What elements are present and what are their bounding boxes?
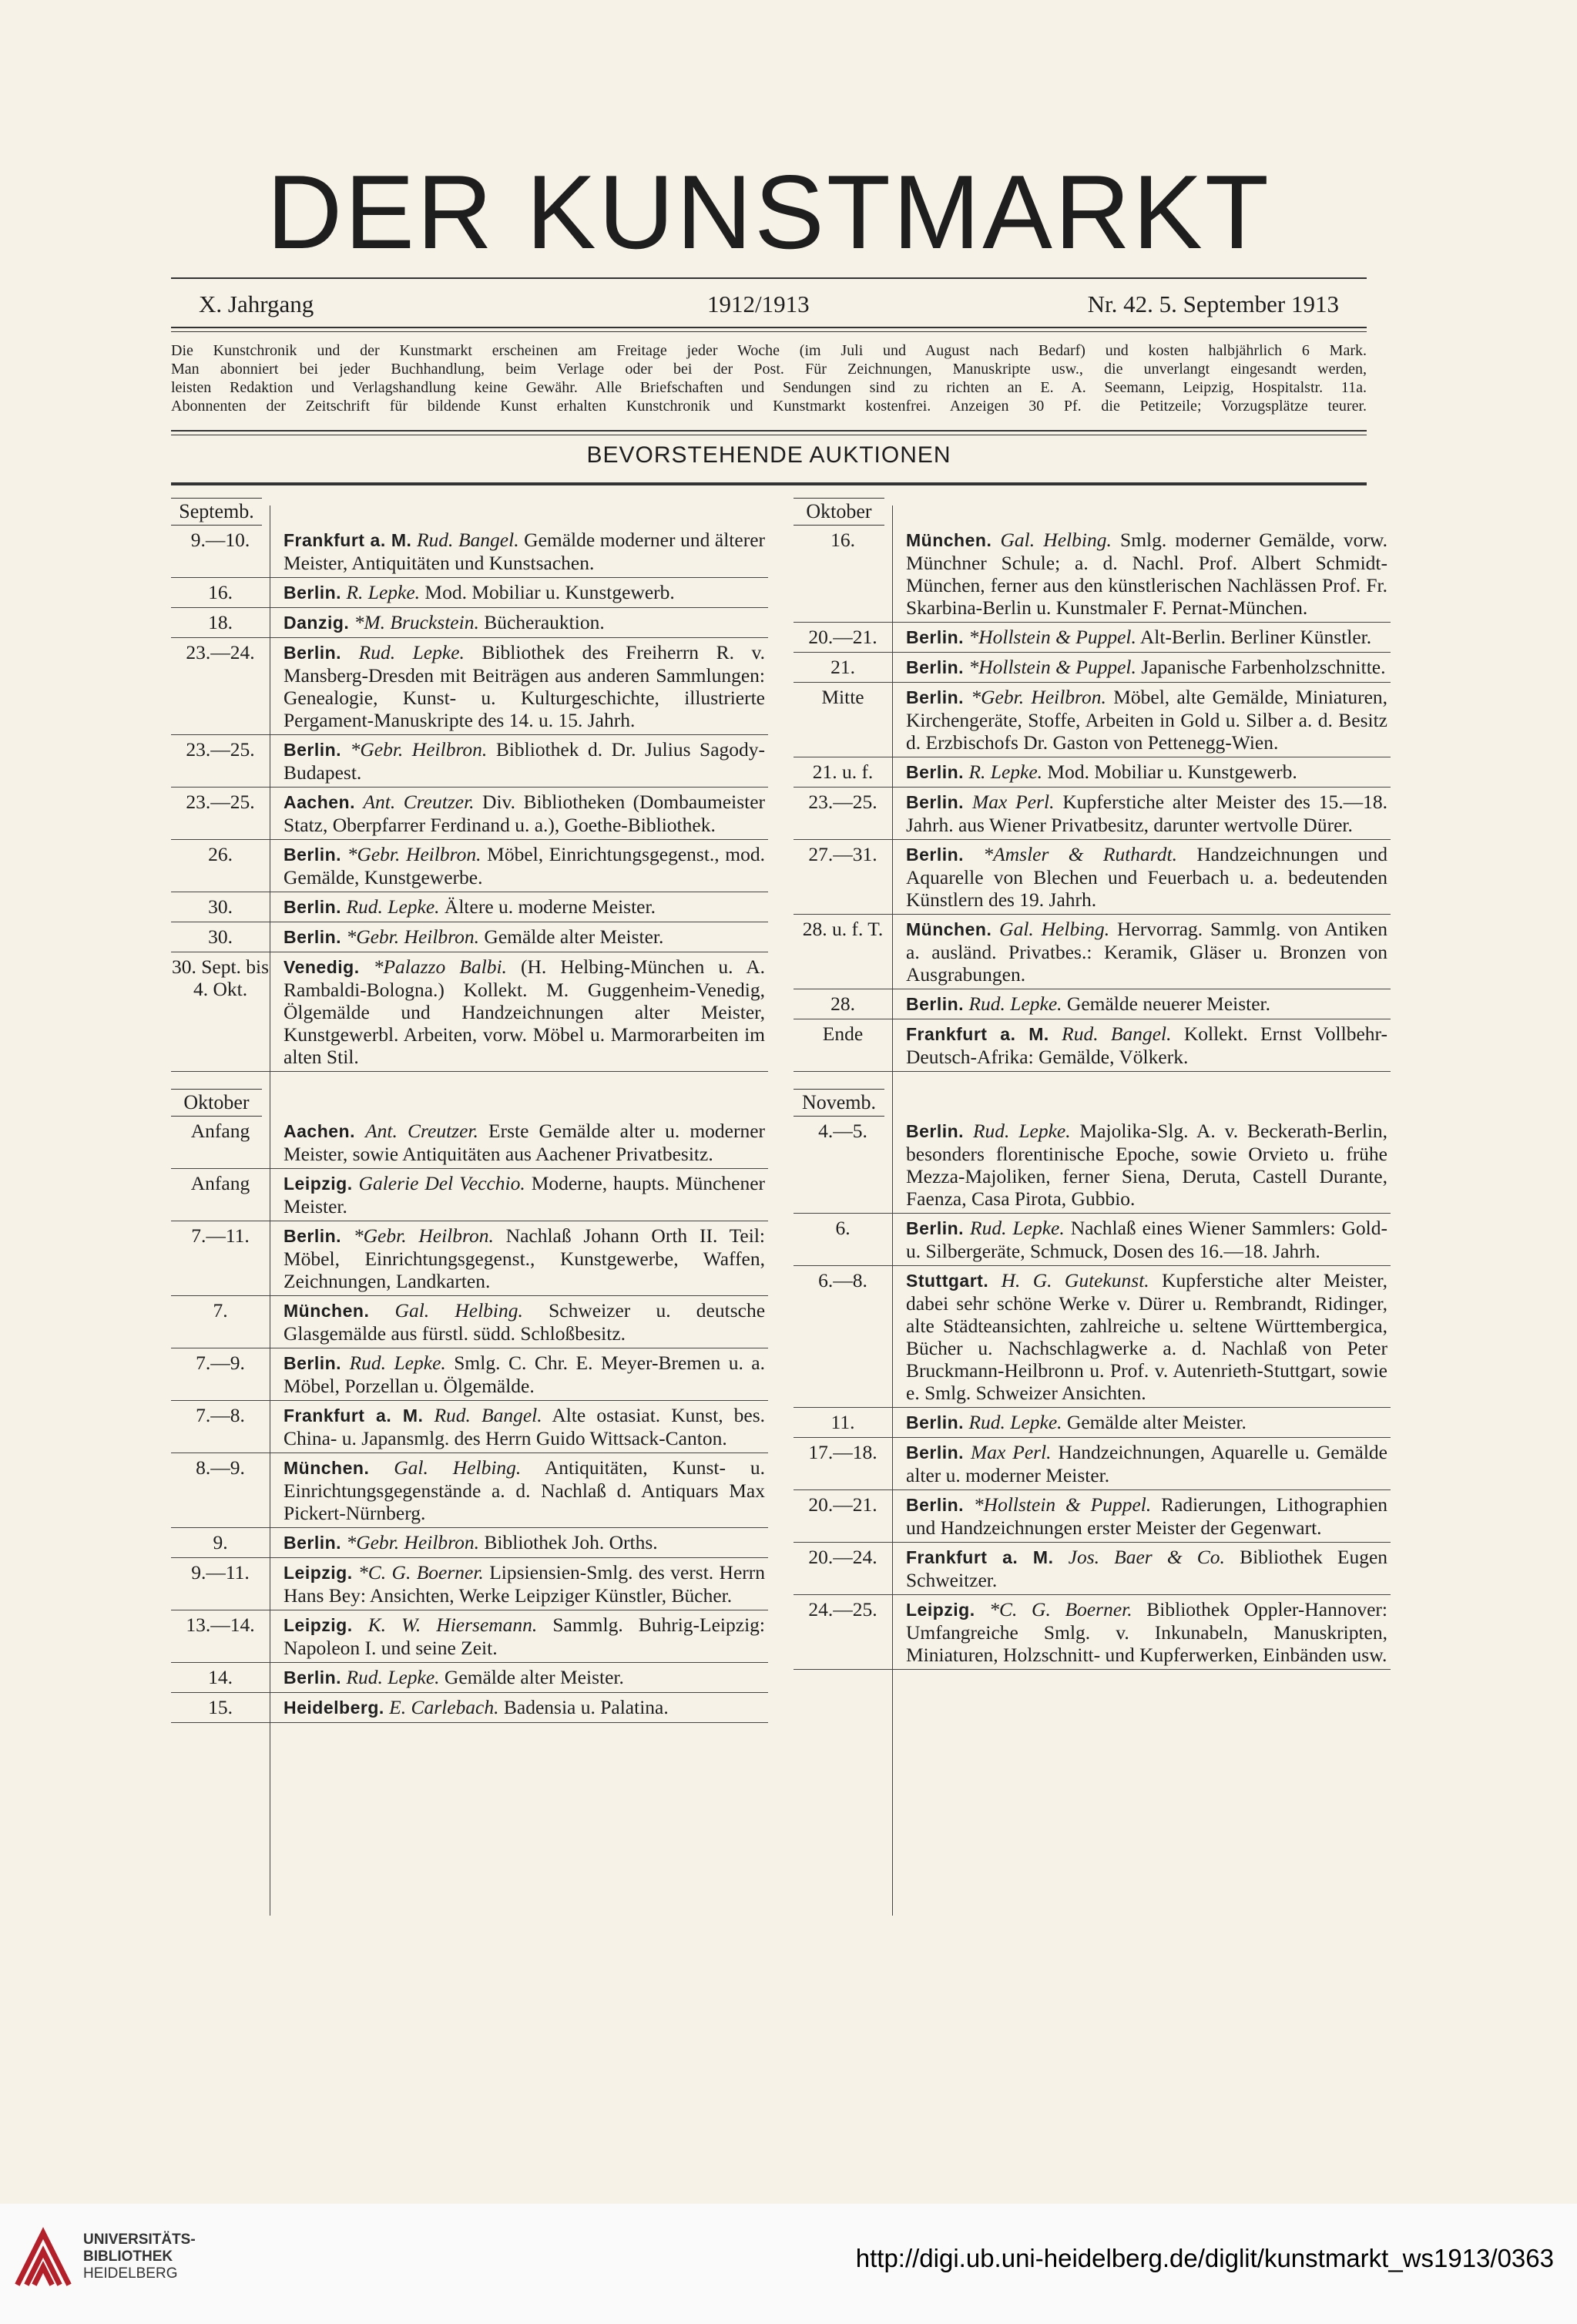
auction-house: Ant. Creutzer. bbox=[363, 791, 475, 813]
auction-description bbox=[270, 1117, 768, 1168]
auction-date: 28. u. f. T. bbox=[802, 918, 884, 940]
library-name-line: UNIVERSITÄTS- bbox=[83, 2232, 196, 2248]
auction-entry bbox=[794, 1490, 1391, 1543]
auction-description bbox=[892, 683, 1391, 757]
auction-house: Rud. Lepke. bbox=[346, 1666, 440, 1688]
auction-house: Gal. Helbing. bbox=[999, 918, 1110, 940]
auction-entry bbox=[171, 1610, 768, 1663]
auction-description bbox=[892, 1595, 1391, 1669]
auction-city: Berlin. bbox=[906, 1412, 965, 1432]
library-name-line: BIBLIOTHEK bbox=[83, 2248, 173, 2265]
auction-description bbox=[892, 526, 1391, 622]
auction-city: Berlin. bbox=[906, 657, 965, 677]
auction-city: Berlin. bbox=[284, 1353, 342, 1373]
auction-description bbox=[892, 788, 1391, 839]
auction-house: *Amsler & Ruthardt. bbox=[983, 843, 1177, 865]
auction-items: Antiquitäten, Kunst- u. Einrichtungsgegenstände a. d. Nachlaß d. Antiquars Max Pickert-Nürnberg. bbox=[284, 1456, 766, 1524]
auction-description bbox=[270, 1401, 768, 1452]
rule bbox=[171, 482, 1367, 485]
library-name-line: HEIDELBERG bbox=[83, 2265, 178, 2282]
auction-house: Rud. Bangel. bbox=[416, 529, 519, 551]
auction-entry bbox=[171, 1221, 768, 1296]
auction-description bbox=[892, 1214, 1391, 1265]
auction-description bbox=[270, 608, 768, 637]
auction-house: Max Perl. bbox=[971, 791, 1055, 813]
auction-house: *Gebr. Heilbron. bbox=[346, 925, 480, 948]
auction-house: *Hollstein & Puppel. bbox=[973, 1493, 1152, 1516]
auction-date: 27.—31. bbox=[808, 843, 877, 865]
auction-city: Leipzig. bbox=[906, 1600, 975, 1620]
auction-description bbox=[270, 1453, 768, 1527]
auction-city: Berlin. bbox=[906, 1121, 965, 1141]
issue-line bbox=[199, 285, 1339, 324]
auction-house: *Gebr. Heilbron. bbox=[353, 1224, 494, 1247]
auction-city: Berlin. bbox=[906, 792, 965, 812]
auction-city: Danzig. bbox=[284, 613, 350, 633]
library-footer bbox=[0, 2204, 1577, 2324]
auction-items: Smlg. moderner Gemälde, vorw. Münchner Schule; a. d. Nachl. Prof. Albert Schmidt-München, ferner aus den künstlerischen Nachlässen Prof. Fr. Skarbina-Berlin u. Kunstmaler F. Pernat-München. bbox=[906, 529, 1387, 619]
auction-city: Berlin. bbox=[906, 994, 965, 1014]
auction-date: Mitte bbox=[821, 686, 864, 708]
auction-entry bbox=[171, 735, 768, 788]
auction-house: E. Carlebach. bbox=[389, 1696, 499, 1718]
auction-items: Gemälde alter Meister. bbox=[444, 1666, 624, 1688]
auction-description bbox=[892, 989, 1391, 1019]
auction-city: Frankfurt a. M. bbox=[284, 530, 412, 550]
auction-items: Mod. Mobiliar u. Kunstgewerb. bbox=[1047, 761, 1297, 783]
auction-city: Berlin. bbox=[906, 1495, 965, 1515]
auction-city: Berlin. bbox=[284, 740, 342, 760]
auction-description bbox=[270, 922, 768, 952]
auction-items: Bibliothek Eugen Schweitzer. bbox=[906, 1546, 1388, 1591]
publisher-notice bbox=[171, 341, 1367, 415]
auction-items: Div. Bibliotheken (Dombaumeister Statz, Oberpfarrer Ferdinand u. a.), Goethe-Bibliothek. bbox=[284, 791, 766, 836]
auction-date: 23.—25. bbox=[186, 791, 255, 813]
month-heading: Novemb. bbox=[794, 1089, 884, 1117]
auction-house: Jos. Baer & Co. bbox=[1068, 1546, 1225, 1568]
auction-house: *Gebr. Heilbron. bbox=[971, 686, 1106, 708]
auction-column-right bbox=[794, 490, 1391, 1670]
auction-date: 23.—24. bbox=[186, 641, 255, 663]
auction-date: 7. bbox=[213, 1299, 228, 1322]
auction-items: Alte ostasiat. Kunst, bes. China- u. Japansmlg. des Herrn Guido Wittsack-Canton. bbox=[284, 1404, 766, 1449]
auction-entry bbox=[171, 1169, 768, 1221]
auction-entry bbox=[171, 526, 768, 578]
month-heading: Oktober bbox=[171, 1089, 262, 1117]
auction-items: Gemälde alter Meister. bbox=[1066, 1411, 1247, 1433]
auction-entry bbox=[171, 1453, 768, 1528]
auction-entry bbox=[794, 1408, 1391, 1438]
auction-description bbox=[892, 1019, 1391, 1071]
auction-house: H. G. Gutekunst. bbox=[1001, 1269, 1149, 1291]
auction-date: Ende bbox=[822, 1023, 864, 1045]
auction-house: Max Perl. bbox=[971, 1441, 1052, 1463]
auction-date: 30. Sept. bis 4. Okt. bbox=[171, 955, 270, 1000]
auction-items: Sammlg. Buhrig-Leipzig: Napoleon I. und seine Zeit. bbox=[284, 1614, 765, 1659]
auction-description bbox=[270, 638, 768, 734]
auction-entry bbox=[794, 1266, 1391, 1408]
auction-city: Berlin. bbox=[906, 1218, 965, 1238]
auction-items: Lipsiensien-Smlg. des verst. Herrn Hans Bey: Ansichten, Werke Leipziger Künstler, Bücher. bbox=[284, 1561, 766, 1607]
auction-items: Kupferstiche alter Meister, dabei sehr schöne Werke v. Dürer u. Rembrandt, Ridinger, alte Städteansichten, zahlreiche u. seltene Württembergica, Bücher u. Nachschlagwerke a. d. Nachlaß von Peter Bruckmann-Heilbronn u. Prof. v. Autenrieth-Stuttgart, sowie e. Smlg. Schweizer Ansichten. bbox=[906, 1269, 1388, 1404]
auction-items: Kupferstiche alter Meister des 15.—18. Jahrh. aus Wiener Privatbesitz, darunter wertvolle Dürer. bbox=[906, 791, 1388, 836]
auction-items: Radierungen, Lithographien und Handzeichnungen erster Meister der Gegenwart. bbox=[906, 1493, 1388, 1539]
auction-house: Rud. Bangel. bbox=[434, 1404, 542, 1426]
auction-description bbox=[270, 1528, 768, 1557]
auction-entry bbox=[794, 915, 1391, 989]
auction-date: 30. bbox=[208, 925, 233, 948]
notice-line: Die Kunstchronik und der Kunstmarkt erscheinen am Freitage jeder Woche (im Juli und August nach Bedarf) und kosten halbjährlich 6 Mark. bbox=[171, 342, 1367, 359]
auction-entry bbox=[171, 892, 768, 922]
auction-description bbox=[270, 788, 768, 839]
library-name bbox=[83, 2232, 196, 2282]
auction-entry bbox=[794, 1543, 1391, 1595]
auction-description bbox=[270, 735, 768, 787]
auction-house: Ant. Creutzer. bbox=[365, 1120, 478, 1142]
auction-description bbox=[270, 1296, 768, 1348]
auction-entry bbox=[171, 788, 768, 840]
auction-date: 16. bbox=[830, 529, 855, 551]
auction-date: 15. bbox=[208, 1696, 233, 1718]
auction-entry bbox=[794, 1117, 1391, 1214]
auction-house: Rud. Lepke. bbox=[970, 1217, 1065, 1239]
auction-house: *Palazzo Balbi. bbox=[373, 955, 507, 978]
auction-house: Gal. Helbing. bbox=[394, 1456, 522, 1479]
auction-items: Kollekt. Ernst Vollbehr-Deutsch-Afrika: Gemälde, Völkerk. bbox=[906, 1023, 1388, 1068]
auction-city: Leipzig. bbox=[284, 1563, 353, 1583]
auction-entry bbox=[794, 840, 1391, 915]
auction-house: Gal. Helbing. bbox=[1000, 529, 1112, 551]
auction-city: Berlin. bbox=[906, 845, 965, 865]
auction-city: Leipzig. bbox=[284, 1615, 353, 1635]
auction-entry bbox=[794, 989, 1391, 1019]
auction-entry bbox=[794, 526, 1391, 623]
auction-entry bbox=[794, 683, 1391, 757]
auction-items: Möbel, alte Gemälde, Miniaturen, Kirchengeräte, Stoffe, Arbeiten in Gold u. Silber a. d. Besitz d. Erzbischofs Dr. Gaston von Pettenegg-Wien. bbox=[906, 686, 1388, 754]
auction-house: Rud. Lepke. bbox=[968, 1411, 1062, 1433]
auction-description bbox=[892, 653, 1391, 682]
auction-city: München. bbox=[284, 1458, 370, 1478]
auction-date: 7.—11. bbox=[191, 1224, 250, 1247]
auction-house: R. Lepke. bbox=[968, 761, 1043, 783]
auction-house: *Gebr. Heilbron. bbox=[347, 843, 481, 865]
auction-house: *Gebr. Heilbron. bbox=[350, 738, 488, 761]
auction-description bbox=[270, 952, 768, 1071]
auction-entry bbox=[794, 1595, 1391, 1670]
auction-entry bbox=[794, 653, 1391, 683]
auction-city: Leipzig. bbox=[284, 1174, 353, 1194]
auction-date: 28. bbox=[830, 992, 855, 1015]
auction-date: Anfang bbox=[190, 1120, 250, 1142]
auction-city: Berlin. bbox=[906, 687, 965, 707]
auction-items: Japanische Farbenholzschnitte. bbox=[1141, 656, 1386, 678]
auction-entry bbox=[171, 1401, 768, 1453]
auction-items: Bücherauktion. bbox=[484, 611, 605, 633]
rule bbox=[171, 331, 1367, 332]
auction-description bbox=[892, 1266, 1391, 1407]
auction-description bbox=[892, 840, 1391, 914]
auction-date: 23.—25. bbox=[808, 791, 877, 813]
auction-items: Gemälde alter Meister. bbox=[484, 925, 664, 948]
auction-city: Heidelberg. bbox=[284, 1698, 384, 1718]
auction-items: Bibliothek d. Dr. Julius Sagody-Budapest. bbox=[284, 738, 766, 784]
auction-description bbox=[270, 892, 768, 922]
auction-description bbox=[270, 1169, 768, 1221]
rule bbox=[171, 327, 1367, 328]
issue-volume: X. Jahrgang bbox=[199, 290, 314, 317]
auction-city: Frankfurt a. M. bbox=[906, 1547, 1054, 1567]
auction-entry bbox=[171, 1693, 768, 1723]
rule bbox=[171, 430, 1367, 432]
auction-items: Smlg. C. Chr. E. Meyer-Bremen u. a. Möbel, Porzellan u. Ölgemälde. bbox=[284, 1352, 765, 1397]
auction-items: Ältere u. moderne Meister. bbox=[444, 895, 656, 918]
notice-line: leisten Redaktion und Verlagshandlung keine Gewähr. Alle Briefschaften und Sendungen sind zu richten an E. A. Seemann, Leipzig, Hospitalstr. 11a. bbox=[171, 379, 1367, 396]
auction-description bbox=[892, 1438, 1391, 1489]
auction-house: Galerie Del Vecchio. bbox=[358, 1172, 525, 1194]
auction-date: 18. bbox=[208, 611, 233, 633]
auction-city: Stuttgart. bbox=[906, 1271, 989, 1291]
auction-list bbox=[794, 1117, 1391, 1670]
notice-line: Abonnenten der Zeitschrift für bildende Kunst erhalten Kunstchronik und Kunstmarkt kostenfrei. Anzeigen 30 Pf. die Petitzeile; Vorzugsplätze teurer. bbox=[171, 398, 1367, 415]
auction-description bbox=[270, 1348, 768, 1400]
auction-items: Nachlaß eines Wiener Sammlers: Gold- u. Silbergeräte, Schmuck, Dosen des 16.—18. Jahrh. bbox=[906, 1217, 1388, 1262]
auction-city: Berlin. bbox=[284, 845, 342, 865]
auction-date: 7.—8. bbox=[196, 1404, 245, 1426]
auction-house: Rud. Lepke. bbox=[972, 1120, 1071, 1142]
auction-entry bbox=[171, 1663, 768, 1693]
auction-items: Mod. Mobiliar u. Kunstgewerb. bbox=[424, 581, 675, 603]
auction-date: 26. bbox=[208, 843, 233, 865]
ub-heidelberg-logo-icon bbox=[12, 2227, 74, 2289]
auction-entry bbox=[171, 1558, 768, 1610]
month-heading: Septemb. bbox=[171, 498, 262, 526]
auction-description bbox=[892, 757, 1391, 787]
auction-date: 16. bbox=[208, 581, 233, 603]
auction-entry bbox=[171, 578, 768, 608]
auction-items: Gemälde neuerer Meister. bbox=[1066, 992, 1271, 1015]
auction-items: Möbel, Einrichtungsgegenst., mod. Gemälde, Kunstgewerbe. bbox=[284, 843, 766, 888]
auction-house: K. W. Hiersemann. bbox=[367, 1614, 538, 1636]
auction-description bbox=[270, 578, 768, 607]
masthead-title: DER KUNSTMARKT bbox=[267, 153, 1271, 270]
issue-number-date: Nr. 42. 5. September 1913 bbox=[1087, 290, 1339, 317]
auction-city: Berlin. bbox=[284, 897, 342, 917]
auction-items: Schweizer u. deutsche Glasgemälde aus fürstl. südd. Schloßbesitz. bbox=[284, 1299, 766, 1345]
auction-description bbox=[270, 1663, 768, 1692]
auction-entry bbox=[171, 952, 768, 1072]
auction-date: 9. bbox=[213, 1531, 228, 1553]
auction-date: 21. u. f. bbox=[812, 761, 874, 783]
auction-city: Berlin. bbox=[284, 643, 342, 663]
auction-description bbox=[892, 1117, 1391, 1213]
auction-items: (H. Helbing-München u. A. Rambaldi-Bologna.) Kollekt. M. Guggenheim-Venedig, Ölgemälde und Handzeichnungen alter Meister, Kunstgewerbl. Arbeiten, vorw. Möbel u. Marmorarbeiten im alten Stil. bbox=[284, 955, 766, 1068]
auction-column-left bbox=[171, 490, 768, 1723]
auction-items: Bibliothek des Freiherrn R. v. Mansberg-Dresden mit Beiträgen aus anderen Sammlungen: Genealogie, Kunst- u. Kulturgeschichte, illustrierte Pergament-Manuskripte des 14. u. 15. Jahrh. bbox=[284, 641, 766, 731]
auction-date: 9.—11. bbox=[191, 1561, 250, 1583]
auction-city: Berlin. bbox=[906, 762, 965, 782]
rule bbox=[171, 277, 1367, 279]
auction-house: Rud. Lepke. bbox=[349, 1352, 446, 1374]
auction-date: 20.—21. bbox=[808, 1493, 877, 1516]
auction-city: Aachen. bbox=[284, 792, 355, 812]
auction-description bbox=[892, 1543, 1391, 1594]
auction-city: Frankfurt a. M. bbox=[906, 1024, 1049, 1044]
auction-house: *Hollstein & Puppel. bbox=[968, 626, 1136, 648]
auction-entry bbox=[171, 922, 768, 952]
auction-house: Rud. Lepke. bbox=[346, 895, 440, 918]
auction-date: 4.—5. bbox=[818, 1120, 867, 1142]
auction-description bbox=[270, 1693, 768, 1722]
source-url: http://digi.ub.uni-heidelberg.de/diglit/kunstmarkt_ws1913/0363 bbox=[855, 2244, 1554, 2272]
auction-date: 20.—21. bbox=[808, 626, 877, 648]
auction-city: Venedig. bbox=[284, 957, 360, 977]
auction-city: Berlin. bbox=[284, 583, 342, 603]
auction-house: Rud. Bangel. bbox=[1062, 1023, 1172, 1045]
month-heading: Oktober bbox=[794, 498, 884, 526]
auction-city: Berlin. bbox=[906, 1442, 965, 1463]
auction-description bbox=[892, 915, 1391, 989]
auction-entry bbox=[171, 608, 768, 638]
auction-city: Berlin. bbox=[906, 627, 965, 647]
auction-description bbox=[892, 623, 1391, 652]
auction-city: Berlin. bbox=[284, 1226, 342, 1246]
auction-items: Handzeichnungen und Aquarelle von Blechen und Feuerbach u. a. bedeutenden Künstlern des 19. Jahrh. bbox=[906, 843, 1387, 911]
auction-entry bbox=[171, 1296, 768, 1348]
section-title: BEVORSTEHENDE AUKTIONEN bbox=[586, 442, 951, 468]
auction-items: Moderne, haupts. Münchener Meister. bbox=[284, 1172, 766, 1217]
auction-date: 24.—25. bbox=[808, 1598, 877, 1620]
auction-description bbox=[270, 1558, 768, 1610]
auction-date: Anfang bbox=[190, 1172, 250, 1194]
auction-list bbox=[794, 526, 1391, 1072]
auction-list bbox=[171, 1117, 768, 1723]
auction-date: 9.—10. bbox=[190, 529, 250, 551]
auction-date: 8.—9. bbox=[196, 1456, 245, 1479]
auction-city: Berlin. bbox=[284, 1667, 342, 1688]
auction-date: 30. bbox=[208, 895, 233, 918]
auction-city: München. bbox=[906, 919, 992, 939]
auction-date: 6.—8. bbox=[818, 1269, 867, 1291]
auction-items: Bibliothek Oppler-Hannover: Umfangreiche Smlg. v. Inkunabeln, Manuskripten, Miniaturen, Holzschnitt- und Kupferwerken, Einbänden usw. bbox=[906, 1598, 1387, 1666]
auction-items: Hervorrag. Sammlg. von Antiken a. ausländ. Privatbes.: Keramik, Gläser u. Bronzen von Ausgrabungen. bbox=[906, 918, 1387, 986]
auction-description bbox=[270, 526, 768, 577]
auction-list bbox=[171, 526, 768, 1072]
auction-house: Rud. Lepke. bbox=[358, 641, 465, 663]
auction-items: Nachlaß Johann Orth II. Teil: Möbel, Einrichtungsgegenst., Kunstgewerbe, Waffen, Zeichnungen, Landkarten. bbox=[284, 1224, 766, 1292]
auction-items: Alt-Berlin. Berliner Künstler. bbox=[1139, 626, 1372, 648]
notice-line: Man abonniert bei jeder Buchhandlung, beim Verlage oder bei der Post. Für Zeichnungen, Manuskripte usw., die unverlangt eingesandt werden, bbox=[171, 361, 1367, 378]
auction-city: Berlin. bbox=[284, 1533, 342, 1553]
auction-entry bbox=[171, 1348, 768, 1401]
auction-house: *C. G. Boerner. bbox=[358, 1561, 484, 1583]
auction-entry bbox=[171, 840, 768, 892]
auction-entry bbox=[794, 757, 1391, 788]
auction-description bbox=[270, 840, 768, 892]
auction-entry bbox=[794, 788, 1391, 840]
auction-description bbox=[270, 1610, 768, 1662]
auction-items: Handzeichnungen, Aquarelle u. Gemälde alter u. moderner Meister. bbox=[906, 1441, 1388, 1486]
auction-date: 17.—18. bbox=[808, 1441, 877, 1463]
auction-entry bbox=[794, 1019, 1391, 1072]
auction-date: 23.—25. bbox=[186, 738, 255, 761]
auction-date: 14. bbox=[208, 1666, 233, 1688]
auction-items: Badensia u. Palatina. bbox=[503, 1696, 669, 1718]
auction-description bbox=[270, 1221, 768, 1295]
auction-entry bbox=[794, 1214, 1391, 1266]
auction-city: Berlin. bbox=[284, 927, 342, 947]
auction-items: Erste Gemälde alter u. moderner Meister, sowie Antiquitäten aus Aachener Privatbesitz. bbox=[284, 1120, 766, 1165]
auction-city: Frankfurt a. M. bbox=[284, 1405, 424, 1426]
auction-date: 11. bbox=[830, 1411, 855, 1433]
auction-entry bbox=[171, 1117, 768, 1169]
auction-house: *C. G. Boerner. bbox=[989, 1598, 1132, 1620]
column-divider bbox=[892, 505, 893, 1916]
auction-house: Gal. Helbing. bbox=[394, 1299, 523, 1322]
auction-city: München. bbox=[284, 1301, 370, 1321]
auction-description bbox=[892, 1408, 1391, 1437]
auction-items: Gemälde moderner und älterer Meister, Antiquitäten und Kunstsachen. bbox=[284, 529, 766, 574]
auction-date: 21. bbox=[830, 656, 855, 678]
auction-date: 20.—24. bbox=[808, 1546, 877, 1568]
auction-house: Rud. Lepke. bbox=[968, 992, 1062, 1015]
auction-items: Majolika-Slg. A. v. Beckerath-Berlin, besonders florentinische Epoche, sowie Orvieto u. frühe Mezza-Majoliken, ferner Siena, Deruta, Castell Durante, Faenza, Casa Pirota, Gubbio. bbox=[906, 1120, 1387, 1210]
auction-city: München. bbox=[906, 530, 992, 550]
auction-house: *Gebr. Heilbron. bbox=[346, 1531, 480, 1553]
auction-items: Bibliothek Joh. Orths. bbox=[484, 1531, 658, 1553]
auction-entry bbox=[171, 638, 768, 735]
auction-entry bbox=[794, 1438, 1391, 1490]
auction-entry bbox=[794, 623, 1391, 653]
auction-house: R. Lepke. bbox=[346, 581, 421, 603]
auction-city: Aachen. bbox=[284, 1121, 355, 1141]
auction-date: 13.—14. bbox=[186, 1614, 255, 1636]
auction-date: 6. bbox=[835, 1217, 851, 1239]
auction-house: *M. Bruckstein. bbox=[354, 611, 479, 633]
auction-entry bbox=[171, 1528, 768, 1558]
auction-date: 7.—9. bbox=[196, 1352, 245, 1374]
auction-description bbox=[892, 1490, 1391, 1542]
auction-house: *Hollstein & Puppel. bbox=[968, 656, 1136, 678]
issue-years: 1912/1913 bbox=[707, 290, 810, 317]
